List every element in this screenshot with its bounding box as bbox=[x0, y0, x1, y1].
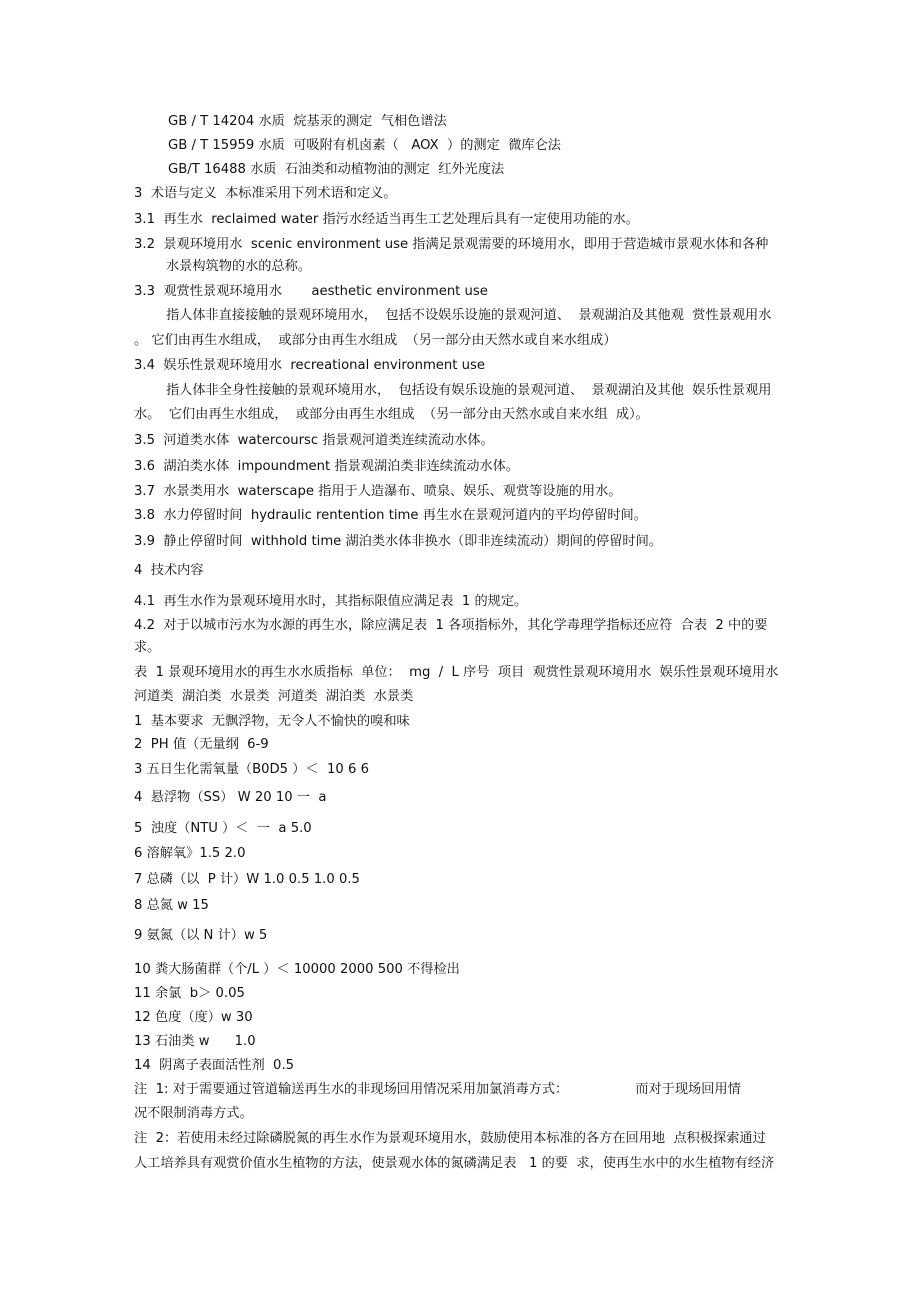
term-3-4-definition-continued: 水。 它们由再生水组成， 或部分由再生水组成 （另一部分由天然水或自来水组 成）。 bbox=[134, 407, 649, 422]
table-1-caption: 表 1 景观环境用水的再生水水质指标 单位： mg / L 序号 项目 观赏性景观环境用水 娱乐性景观环境用水 bbox=[134, 665, 779, 680]
table-1-subheader: 河道类 湖泊类 水景类 河道类 湖泊类 水景类 bbox=[134, 689, 414, 704]
term-3-6: 3.6 湖泊类水体 impoundment 指景观湖泊类非连续流动水体。 bbox=[134, 459, 520, 474]
table-row-9: 9 氨氮（以 N 计）w 5 bbox=[134, 928, 268, 943]
clause-4-1: 4.1 再生水作为景观环境用水时，其指标限值应满足表 1 的规定。 bbox=[134, 594, 528, 609]
table-row-7: 7 总磷（以 P 计）W 1.0 0.5 1.0 0.5 bbox=[134, 872, 360, 887]
reference-gb-t-16488: GB/T 16488 水质 石油类和动植物油的测定 红外光度法 bbox=[168, 162, 505, 177]
table-row-4: 4 悬浮物（SS） W 20 10 一 a bbox=[134, 790, 327, 805]
term-3-4-definition: 指人体非全身性接触的景观环境用水， 包括设有娱乐设施的景观河道、 景观湖泊及其他 娱乐性景观用 bbox=[166, 383, 772, 398]
table-row-13: 13 石油类 w 1.0 bbox=[134, 1034, 256, 1049]
table-row-1: 1 基本要求 无飘浮物，无令人不愉快的嗅和味 bbox=[134, 714, 410, 729]
table-row-10: 10 粪大肠菌群（个/L ）＜ 10000 2000 500 不得检出 bbox=[134, 962, 460, 977]
reference-gb-t-15959: GB / T 15959 水质 可吸附有机卤素（ AOX ）的测定 微库仑法 bbox=[168, 138, 561, 153]
table-row-5: 5 浊度（NTU ）＜ 一 a 5.0 bbox=[134, 821, 312, 836]
note-2: 注 2：若使用未经过除磷脱氮的再生水作为景观环境用水，鼓励使用本标准的各方在回用地 点积极探索通过 bbox=[134, 1131, 766, 1146]
term-3-9: 3.9 静止停留时间 withhold time 湖泊类水体非换水（即非连续流动）期间的停留时间。 bbox=[134, 534, 662, 549]
section-3-heading: 3 术语与定义 本标准采用下列术语和定义。 bbox=[134, 186, 397, 201]
table-row-11: 11 余氯 b＞ 0.05 bbox=[134, 986, 245, 1001]
term-3-2: 3.2 景观环境用水 scenic environment use 指满足景观需要的环境用水，即用于营造城市景观水体和各种 bbox=[134, 237, 769, 252]
table-row-8: 8 总氮 w 15 bbox=[134, 898, 209, 913]
term-3-3-definition-continued: 。 它们由再生水组成， 或部分由再生水组成 （另一部分由天然水或自来水组成） bbox=[134, 333, 617, 348]
table-row-6: 6 溶解氧》1.5 2.0 bbox=[134, 846, 246, 861]
note-2-continued: 人工培养具有观赏价值水生植物的方法，使景观水体的氮磷满足表 1 的要 求，使再生水中的水生植物有经济 bbox=[134, 1156, 775, 1171]
term-3-1: 3.1 再生水 reclaimed water 指污水经适当再生工艺处理后具有一定使用功能的水。 bbox=[134, 212, 639, 227]
table-row-3: 3 五日生化需氧量（B0D5 ）＜ 10 6 6 bbox=[134, 762, 369, 777]
clause-4-2-continued: 求。 bbox=[134, 640, 161, 655]
section-4-heading: 4 技术内容 bbox=[134, 563, 204, 578]
table-row-12: 12 色度（度）w 30 bbox=[134, 1010, 253, 1025]
term-3-4: 3.4 娱乐性景观环境用水 recreational environment use bbox=[134, 358, 485, 373]
note-1: 注 1: 对于需要通过管道输送再生水的非现场回用情况采用加氯消毒方式： 而对于现场回用情 bbox=[134, 1082, 741, 1097]
term-3-3-definition: 指人体非直接接触的景观环境用水， 包括不设娱乐设施的景观河道、 景观湖泊及其他观 赏性景观用水 bbox=[166, 308, 772, 323]
term-3-3: 3.3 观赏性景观环境用水 aesthetic environment use bbox=[134, 284, 488, 299]
term-3-8: 3.8 水力停留时间 hydraulic rentention time 再生水在景观河道内的平均停留时间。 bbox=[134, 508, 647, 523]
reference-gb-t-14204: GB / T 14204 水质 烷基汞的测定 气相色谱法 bbox=[168, 114, 447, 129]
clause-4-2: 4.2 对于以城市污水为水源的再生水，除应满足表 1 各项指标外，其化学毒理学指标还应符 合表 2 中的要 bbox=[134, 618, 768, 633]
term-3-5: 3.5 河道类水体 watercoursc 指景观河道类连续流动水体。 bbox=[134, 433, 494, 448]
term-3-2-continued: 水景构筑物的水的总称。 bbox=[166, 259, 312, 274]
note-1-continued: 况不限制消毒方式。 bbox=[134, 1106, 253, 1121]
table-row-2: 2 PH 值（无量纲 6-9 bbox=[134, 737, 269, 752]
table-row-14: 14 阴离子表面活性剂 0.5 bbox=[134, 1058, 295, 1073]
term-3-7: 3.7 水景类用水 waterscape 指用于人造瀑布、喷泉、娱乐、观赏等设施的用水。 bbox=[134, 484, 622, 499]
